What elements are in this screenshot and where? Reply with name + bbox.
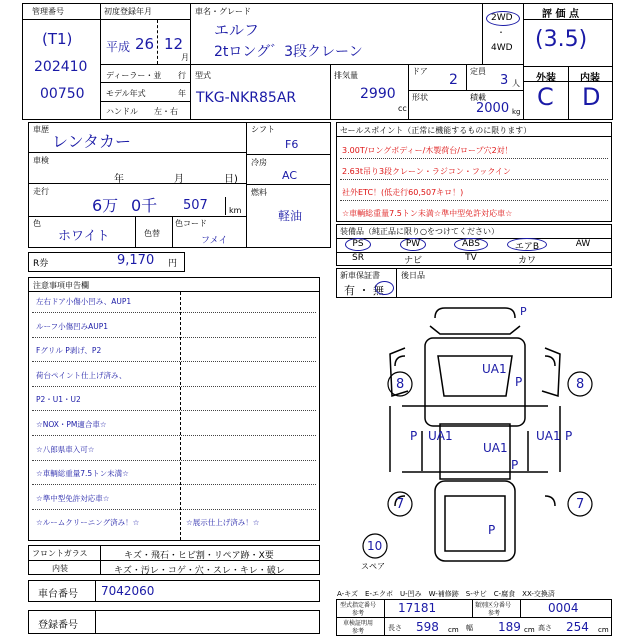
color-code-value: フメイ (201, 236, 228, 246)
note-item: ☆準中型免許対応車☆ (36, 493, 110, 503)
equip-sr: SR (352, 253, 364, 263)
divider (100, 82, 190, 83)
equipment-label: 装備品（純正品に限り○をつけてください） (340, 227, 499, 236)
shift-value: F6 (285, 138, 299, 151)
color-code-label: 色コード (175, 219, 207, 228)
model-code-ref: 参考 (352, 610, 365, 617)
divider (32, 361, 316, 362)
shift-label: シフト (251, 125, 275, 134)
note-item-right: ☆展示仕上げ済み！☆ (186, 518, 260, 528)
ext-value: C (537, 83, 554, 111)
grade: 2tロング゛3段クレーン (214, 44, 363, 60)
handle-options: 左・右 (154, 107, 178, 116)
model-code-value: 17181 (398, 601, 437, 615)
divider (28, 152, 246, 153)
mgmt-no1: 202410 (34, 59, 88, 75)
int-label: 内装 (580, 73, 600, 84)
divider (568, 66, 569, 120)
height-unit: cm (598, 626, 609, 634)
dealer-label: ディーラー・並 (106, 71, 162, 80)
ext-label: 外装 (536, 73, 556, 84)
divider (520, 599, 521, 617)
divider (32, 484, 316, 485)
door-label: ドア (412, 67, 428, 76)
divider (408, 64, 409, 120)
divider (330, 64, 331, 120)
disp-label: 排気量 (334, 71, 358, 80)
divider (32, 410, 316, 411)
divider (28, 291, 320, 292)
divider (157, 20, 158, 64)
color-value: ホワイト (58, 229, 110, 244)
mark-left-ua1: UA1 (428, 429, 453, 443)
divider (340, 158, 608, 159)
note-item: Fグリル P剥げ、P2 (36, 346, 102, 356)
note-item: ルーフ小傷凹みAUP1 (36, 321, 109, 331)
equip-airbag: エアB (514, 242, 540, 252)
front-glass-label: フロントガラス (32, 549, 88, 558)
divider (32, 312, 316, 313)
reg-month: 12 (164, 35, 184, 53)
length-label: 長さ (388, 624, 402, 632)
divider (32, 386, 316, 387)
first-reg-label: 初度登録年月 (104, 7, 152, 16)
cap-unit: 人 (512, 79, 520, 88)
vehicle-cert-label: 車検証明用 (343, 620, 374, 627)
damage-legend: A-キズ E-エクボ U-凹み W-補修跡 S-サビ C-腐食 XX-交換済 (337, 590, 555, 598)
divider (340, 200, 608, 201)
note-item: ☆車輌総重量7.5トン未満☆ (36, 469, 129, 479)
divider (180, 292, 181, 540)
type-label: 型式 (195, 71, 211, 80)
mark-cab-p: P (515, 375, 523, 389)
car-name-label: 車名・グレード (195, 7, 251, 16)
divider (32, 509, 316, 510)
width-unit: cm (524, 626, 535, 634)
equip-abs: ABS (462, 239, 480, 249)
divider (408, 90, 523, 91)
eval-label: 評 価 点 (542, 9, 579, 20)
length-value: 598 (416, 620, 439, 634)
shape-label: 形状 (412, 93, 428, 102)
mileage-label: 走行 (33, 187, 49, 196)
drive-2wd: 2WD (491, 13, 513, 23)
length-unit: cm (448, 626, 459, 634)
chassis-label: 車台番号 (38, 589, 78, 600)
model-year-label: モデル年式 (106, 89, 146, 98)
cap-value: 3 (500, 73, 509, 88)
handle-label: ハンドル (106, 107, 138, 116)
equip-ps: PS (352, 239, 364, 249)
divider (95, 610, 96, 634)
mileage-value: 507 (183, 198, 208, 213)
mark-tire-rl: 7 (396, 497, 405, 512)
divider (32, 460, 316, 461)
mileage-unit: km (229, 206, 242, 215)
header-frame (22, 3, 613, 120)
recycle-frame (28, 252, 185, 272)
warranty-value: 有 ・ 無 (344, 284, 384, 297)
recycle-unit: 円 (168, 259, 178, 269)
note-item: 左右ドア小傷小凹み、AUP1 (36, 297, 132, 306)
note-item: ☆ルームクリーニング済み！☆ (36, 518, 140, 528)
door-value: 2 (449, 72, 458, 88)
divider (28, 183, 246, 184)
divider (28, 216, 246, 217)
divider (22, 19, 100, 20)
drive-dot: ・ (497, 28, 505, 37)
inspect-year: 年 (114, 174, 124, 185)
equip-navi: ナビ (403, 256, 422, 266)
mark-left-p: P (410, 429, 418, 443)
divider (100, 64, 190, 65)
mgmt-code: (T1) (42, 30, 73, 48)
mileage-sen: 0千 (131, 196, 158, 215)
eval-value: (3.5) (535, 27, 588, 52)
class-code-value: 0004 (548, 601, 579, 615)
mgmt-label: 管理番号 (32, 7, 64, 16)
divider (340, 179, 608, 180)
mark-right-ua1: UA1 (536, 429, 561, 443)
divider (384, 599, 385, 636)
mark-spare: 10 (367, 539, 383, 553)
fuel-label: 燃料 (251, 188, 267, 197)
model-code-label: 型式指定番号 (340, 602, 377, 609)
divider (95, 580, 96, 602)
note-item: ☆NOX・PM適合車☆ (36, 420, 107, 429)
divider (100, 545, 101, 575)
mileage-man: 6万 (92, 196, 119, 215)
divider (246, 122, 247, 248)
dealer-row: 行 (178, 71, 186, 80)
warranty-label: 新車保証書 (340, 271, 380, 280)
divider (172, 216, 173, 248)
load-value: 2000 (476, 101, 510, 116)
recycle-label: R券 (33, 259, 49, 269)
reg-era: 平成 (106, 40, 131, 54)
divider (32, 337, 316, 338)
divider (472, 599, 473, 617)
interior-value: キズ・汚レ・コゲ・穴・スレ・キレ・破レ (114, 566, 285, 576)
divider (246, 154, 331, 155)
drive-4wd: 4WD (491, 43, 513, 53)
front-glass-value: キズ・飛石・ヒビ割・リペア跡・X要 (124, 551, 274, 561)
cap-label: 定員 (470, 67, 486, 76)
inspect-day: 日) (224, 174, 238, 185)
mark-bed-ua1: UA1 (483, 441, 508, 455)
inspect-month: 月 (174, 174, 184, 185)
divider (523, 3, 524, 120)
class-code-ref: 参考 (488, 610, 501, 617)
divider (32, 435, 316, 436)
note-item: ☆八郎県車入可☆ (36, 444, 95, 454)
spare-label: スペア (361, 562, 385, 571)
divider (336, 136, 612, 137)
ac-label: 冷房 (251, 158, 267, 167)
model-year-unit: 年 (178, 89, 186, 98)
divider (396, 268, 397, 298)
load-label: 積載 (470, 93, 486, 102)
width-value: 189 (498, 620, 521, 634)
divider (100, 19, 190, 20)
notes-label: 注意事項申告欄 (33, 281, 89, 290)
kind-value: レンタカー (52, 132, 131, 151)
inspect-label: 車検 (33, 156, 49, 165)
equip-aw: AW (575, 239, 591, 249)
type-value: TKG-NKR85AR (196, 90, 297, 106)
manual-label: 後日品 (401, 271, 425, 280)
divider (336, 617, 612, 618)
sales-point: 社外ETC！(低走行60,507キロ！) (342, 188, 464, 197)
divider (100, 101, 190, 102)
mark-roof-p: P (520, 305, 527, 318)
reg-year: 26 (135, 35, 155, 53)
equip-pw: PW (405, 239, 421, 249)
width-label: 幅 (466, 624, 473, 632)
mark-tire-fr: 8 (576, 377, 585, 392)
chassis-value: 7042060 (101, 584, 155, 598)
recycle-value: 9,170 (117, 253, 155, 268)
ac-value: AC (282, 169, 298, 182)
class-code-label: 類別区分番号 (475, 602, 512, 609)
mark-tire-rr: 7 (576, 497, 585, 512)
divider (466, 64, 467, 90)
warranty-none-circle (375, 281, 394, 295)
equip-tv: TV (465, 253, 477, 263)
mark-right-p: P (565, 429, 573, 443)
divider (100, 3, 101, 120)
sales-point: 2.63t吊り3段クレーン・ラジコン・フックイン (342, 167, 511, 176)
height-label: 高さ (538, 624, 552, 632)
divider (190, 3, 191, 120)
fuel-value: 軽油 (278, 209, 303, 223)
divider (482, 3, 483, 64)
equip-leather: カワ (517, 256, 536, 266)
divider (135, 216, 136, 248)
kind-label: 車歴 (33, 125, 49, 134)
height-value: 254 (566, 620, 589, 634)
divider (190, 64, 523, 65)
disp-value: 2990 (360, 86, 396, 102)
car-name: エルフ (214, 21, 260, 39)
int-value: D (582, 83, 601, 111)
color-label: 色 (33, 219, 41, 228)
month-unit: 月 (181, 53, 189, 62)
note-item: 荷台ペイント仕上げ済み、 (36, 370, 127, 380)
mark-cab-ua1: UA1 (482, 362, 507, 376)
divider (246, 184, 331, 185)
mark-rear-p: P (488, 523, 496, 537)
mark-bed-p: P (511, 458, 519, 472)
mgmt-no2: 00750 (40, 86, 85, 102)
color-swap-label: 色替 (144, 229, 160, 238)
sales-label: セールスポイント（正常に機能するものに限ります） (340, 126, 532, 135)
mark-tire-fl: 8 (396, 377, 405, 392)
interior-label: 内装 (52, 564, 68, 573)
vehicle-cert-ref: 参考 (352, 628, 365, 635)
sales-point: ☆車輌総重量7.5トン未満☆準中型免許対応車☆ (342, 209, 513, 218)
note-item: P2・U1・U2 (36, 395, 81, 405)
sales-point: 3.00T/ロングボディー/木製荷台/ロープ穴2対！ (342, 146, 513, 155)
disp-unit: cc (398, 104, 407, 113)
reg-label: 登録番号 (38, 620, 78, 631)
load-unit: kg (512, 108, 521, 116)
divider (225, 197, 226, 215)
